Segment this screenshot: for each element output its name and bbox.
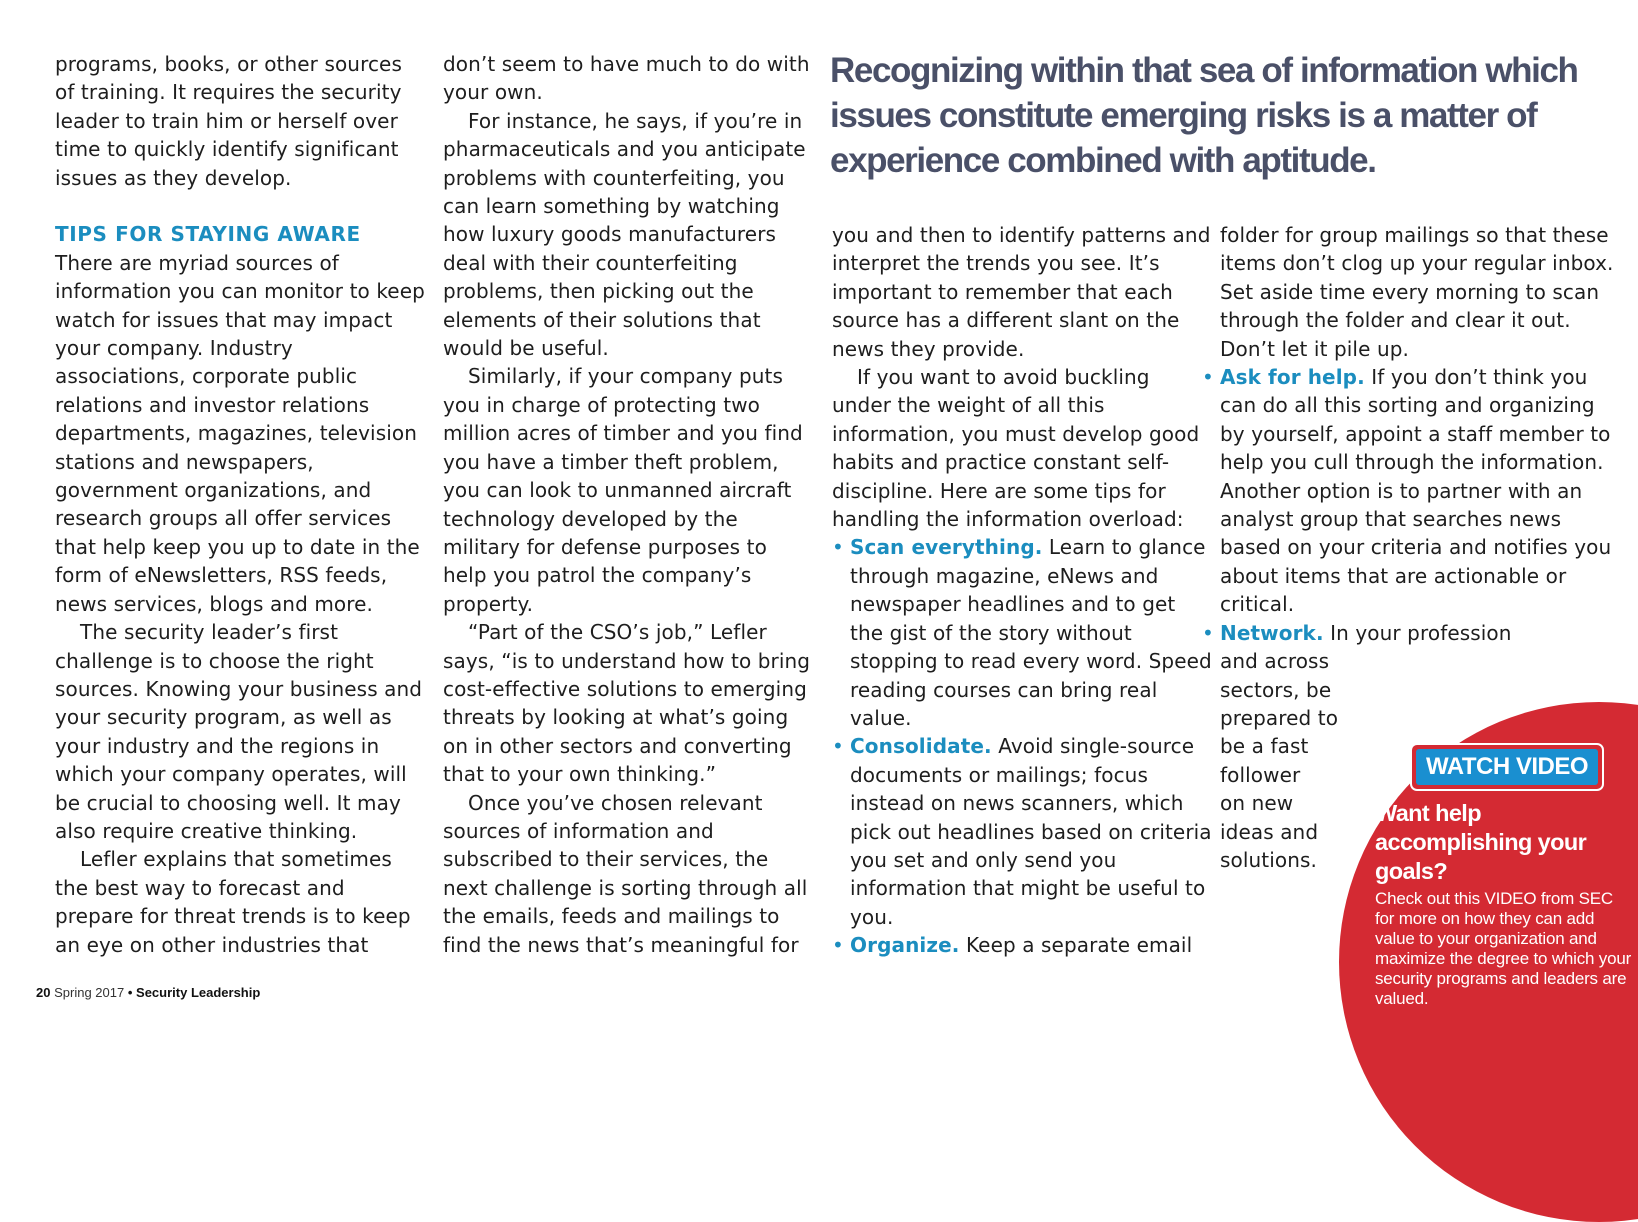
tip-bullet — [832, 931, 1212, 959]
paragraph: you and then to identify patterns and interpret the trends you see. It’s important to remember that each source has a different slant on the news they provide. — [832, 223, 1211, 361]
tip-text: In your profession — [1323, 620, 1512, 645]
wrapped-line: and across — [1220, 649, 1330, 674]
tip-bullet — [1202, 363, 1620, 619]
wrapped-line: on new — [1220, 791, 1294, 816]
tip-lead: Organize. — [850, 933, 960, 958]
promo-body: Check out this VIDEO from SEC for more on how they can add value to your organization and maximize the degree to which your security programs and leaders are valued. — [1375, 889, 1632, 1008]
footer-separator: • — [127, 985, 133, 1000]
tip-bullet — [832, 533, 1212, 732]
promo-title: Want help accomplishing your goals? — [1375, 800, 1587, 884]
section-heading: TIPS FOR STAYING AWARE — [55, 222, 361, 247]
tip-text: Learn to glance through magazine, eNews and newspaper headlines and to get the gist of the story without stopping to read every word. Speed reading courses can bring real value. — [850, 535, 1212, 730]
paragraph: Similarly, if your company puts you in charge of protecting two million acres of timber and you find you have a timber theft problem, you can look to unmanned aircraft technology developed by the military for defense purposes to help you patrol the company’s property. — [443, 364, 803, 616]
paragraph: If you want to avoid buckling under the weight of all this information, you must develop good habits and practice constant self-discipline. Here are some tips for handling the information overload: — [832, 365, 1200, 532]
tip-bullet — [1202, 619, 1620, 647]
tip-bullet — [832, 732, 1212, 931]
paragraph: don’t seem to have much to do with your own. — [443, 52, 810, 105]
tip-lead: Network. — [1220, 620, 1324, 645]
wrapped-line: solutions. — [1220, 847, 1317, 872]
paragraph: “Part of the CSO’s job,” Lefler says, “is to understand how to bring cost-effective solutions to emerging threats by looking at what’s going on in other sectors and converting that to your own thinking.” — [443, 620, 811, 787]
pull-quote: Recognizing within that sea of information which issues constitute emerging risks is a matter of experience combined with aptitude. — [830, 51, 1578, 180]
wrapped-line: ideas and — [1220, 819, 1319, 844]
paragraph: folder for group mailings so that these items don’t clog up your regular inbox. Set aside time every morning to scan through the folder and clear it out. Don’t let it pile up. — [1220, 223, 1614, 361]
issue-date: Spring 2017 — [54, 985, 125, 1000]
tip-text: Avoid single-source documents or mailings; focus instead on news scanners, which pick out headlines based on criteria you set and only send you information that might be useful to you. — [850, 734, 1212, 929]
paragraph: Once you’ve chosen relevant sources of information and subscribed to their services, the next challenge is sorting through all the emails, feeds and mailings to find the news that’s meaningful for — [443, 790, 808, 957]
wrapped-line: follower — [1220, 762, 1301, 787]
watch-video-button[interactable] — [1410, 743, 1604, 791]
paragraph: For instance, he says, if you’re in pharmaceuticals and you anticipate problems with counterfeiting, you can learn something by watching how luxury goods manufacturers deal with their counterfeiting problems, then picking out the elements of their solutions that would be useful. — [443, 108, 806, 361]
magazine-name: Security Leadership — [136, 985, 261, 1000]
paragraph: programs, books, or other sources of training. It requires the security leader to train him or herself over time to quickly identify significant issues as they develop. — [55, 52, 402, 190]
tip-lead: Consolidate. — [850, 734, 992, 759]
tip-lead: Scan everything. — [850, 535, 1043, 560]
page-footer — [36, 985, 260, 1000]
watch-video-label: WATCH VIDEO — [1416, 749, 1598, 785]
tip-text: Keep a separate email — [959, 933, 1193, 958]
wrapped-line: prepared to — [1220, 705, 1339, 730]
tip-text: If you don’t think you can do all this sorting and organizing by yourself, appoint a staff member to help you cull through the information. Another option is to partner with an analyst group that searches news based on your criteria and notifies you about items that are actionable or critical. — [1220, 365, 1612, 617]
page-number: 20 — [36, 985, 51, 1000]
wrapped-line: be a fast — [1220, 734, 1309, 759]
paragraph: Lefler explains that sometimes the best way to forecast and prepare for threat trends is to keep an eye on other industries that — [55, 847, 411, 957]
paragraph: There are myriad sources of information you can monitor to keep watch for issues that may impact your company. Industry associations, corporate public relations and investor relations departments, magazines, television stations and newspapers, government organizations, and research groups all offer services that help keep you up to date in the form of eNewsletters, RSS feeds, news services, blogs and more. — [55, 250, 425, 616]
article-column-2 — [443, 50, 815, 959]
tip-lead: Ask for help. — [1220, 365, 1365, 390]
wrapped-line: sectors, be — [1220, 677, 1332, 702]
paragraph: The security leader’s first challenge is to choose the right sources. Knowing your business and your security program, as well as your industry and the regions in which your company operates, will be crucial to choosing well. It may also require creative thinking. — [55, 620, 423, 843]
article-column-3 — [832, 221, 1212, 960]
article-column-1 — [55, 50, 427, 959]
